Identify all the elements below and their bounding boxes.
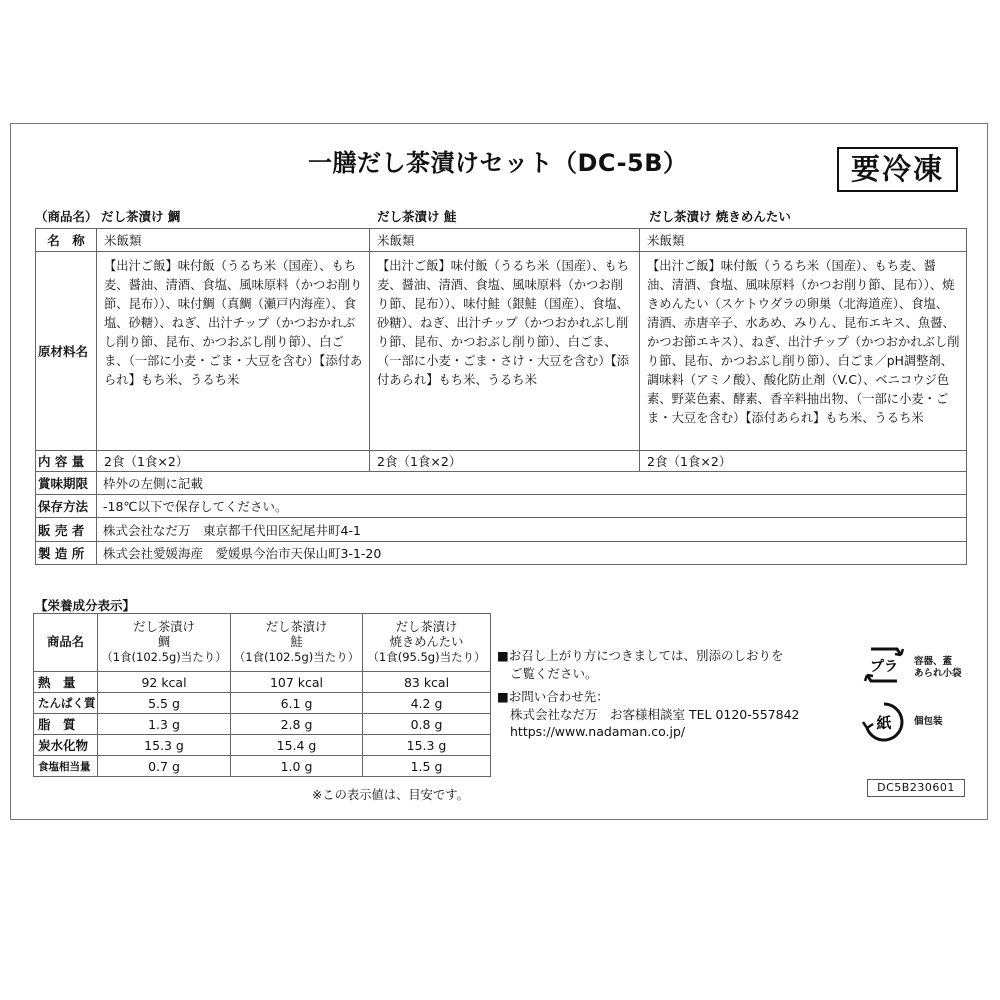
expiry-label: 賞味期限	[38, 476, 89, 491]
nutrition-product-1-line1: だし茶漬け	[133, 620, 195, 634]
nutrition-title: 【栄養成分表示】	[35, 598, 136, 613]
nutrition-row-fat	[34, 714, 491, 735]
nutrition-label-fat: 脂 質	[34, 714, 98, 735]
nutrition-value: 83 kcal	[363, 672, 491, 693]
nutrition-col-header: 商品名	[34, 614, 98, 672]
nutrition-row-protein	[34, 693, 491, 714]
paper-mark-text: 紙	[876, 714, 892, 732]
nutrition-product-2-line3: （1食(102.5g)当たり）	[233, 650, 360, 664]
maker-row	[35, 541, 967, 565]
nutrition-value: 1.5 g	[363, 756, 491, 777]
nutrition-value: 0.7 g	[98, 756, 231, 777]
nutrition-product-2	[231, 614, 363, 672]
nutrition-product-1-line2: 鯛	[157, 635, 171, 649]
nutrition-value: 15.3 g	[98, 735, 231, 756]
maker-label: 製 造 所	[38, 546, 85, 561]
cooking-note-line2: ご覧ください。	[510, 666, 598, 681]
nutrition-header-row	[34, 614, 491, 672]
seller-label: 販 売 者	[38, 522, 85, 538]
ingredients-value-2: 【出汁ご飯】味付飯（うるち米（国産）、もち麦、醤油、清酒、食塩、風味原料（かつお削り節、昆布））、味付鮭（銀鮭（国産）、食塩、砂糖）、ねぎ、出汁チップ（かつおかれぶし削り節、昆布、かつおぶし削り節）、白ごま、（一部に小麦・ごま・さけ・大豆を含む）【添付あられ】もち米、うるち米	[369, 252, 639, 450]
storage-label: 保存方法	[38, 499, 89, 514]
nutrition-product-3-line2: 焼きめんたい	[389, 635, 464, 649]
paper-recycle-icon	[861, 700, 907, 744]
nutrition-product-2-line1: だし茶漬け	[265, 620, 328, 634]
seller-row	[35, 517, 967, 541]
nutrition-label-carbs: 炭水化物	[34, 735, 98, 756]
nutrition-value: 4.2 g	[363, 693, 491, 714]
expiry-value: 枠外の左側に記載	[96, 472, 966, 494]
nutrition-product-3	[363, 614, 491, 672]
plastic-mark-text: プラ	[870, 659, 898, 675]
header-label: （商品名）	[35, 209, 98, 224]
volume-row	[35, 450, 967, 471]
contact-url[interactable]: https://www.nadaman.co.jp/	[510, 724, 686, 739]
plastic-recycle-icon	[861, 643, 907, 687]
ingredients-value-3: 【出汁ご飯】味付飯（うるち米（国産）、もち麦、醤油、清酒、食塩、風味原料（かつお削り節、昆布））、焼きめんたい（スケトウダラの卵巣（北海道産）、食塩、清酒、赤唐辛子、水あめ、みりん、昆布エキス、魚醤、かつお節エキス）、ねぎ、出汁チップ（かつおかれぶし削り節、昆布、かつおぶし削り節）、白ごま／pH調整剤、調味料（アミノ酸）、酸化防止剤（V.C）、ベニコウジ色素、野菜色素、酵素、香辛料抽出物、（一部に小麦・ごま・大豆を含む）【添付あられ】もち米、うるち米	[639, 252, 966, 450]
nutrition-product-3-line1: だし茶漬け	[395, 620, 458, 634]
nutrition-row-energy	[34, 672, 491, 693]
nutrition-table	[33, 613, 491, 777]
seller-value: 株式会社なだ万 東京都千代田区紀尾井町4-1	[96, 518, 966, 541]
ingredients-label: 原材料名	[38, 344, 89, 359]
name-value-1: 米飯類	[96, 229, 369, 251]
nutrition-value: 92 kcal	[98, 672, 231, 693]
nutrition-label-salt: 食塩相当量	[34, 756, 98, 777]
nutrition-row-carbs	[34, 735, 491, 756]
volume-label: 内 容 量	[38, 454, 85, 469]
storage-value: -18℃以下で保存してください。	[96, 495, 966, 517]
header-product-2: だし茶漬け 鮭	[377, 209, 457, 224]
nutrition-note: ※この表示値は、目安です。	[312, 788, 469, 802]
nutrition-value: 107 kcal	[231, 672, 363, 693]
cooking-note-line1: ■お召し上がり方につきましては、別添のしおりを	[497, 648, 784, 663]
paper-items-label: 個包装	[914, 716, 943, 727]
name-label: 名 称	[47, 233, 85, 248]
name-row	[35, 228, 967, 251]
nutrition-value: 15.3 g	[363, 735, 491, 756]
plastic-items-line1: 容器、蓋	[914, 656, 953, 667]
header-product-3: だし茶漬け 焼きめんたい	[649, 209, 791, 224]
nutrition-product-2-line2: 鮭	[290, 635, 303, 649]
nutrition-label-energy: 熱 量	[34, 672, 98, 693]
volume-value-2: 2食（1食×2）	[369, 451, 639, 471]
name-value-2: 米飯類	[369, 229, 639, 251]
ingredients-row	[35, 251, 967, 450]
nutrition-value: 0.8 g	[363, 714, 491, 735]
product-set-title: 一膳だし茶漬けセット（DC-5B）	[308, 149, 688, 177]
nutrition-value: 15.4 g	[231, 735, 363, 756]
storage-row	[35, 494, 967, 517]
maker-value: 株式会社愛媛海産 愛媛県今治市天保山町3-1-20	[96, 542, 966, 564]
nutrition-product-3-line3: （1食(95.5g)当たり）	[367, 650, 486, 664]
nutrition-product-1-line3: （1食(102.5g)当たり）	[101, 650, 227, 664]
nutrition-value: 1.0 g	[231, 756, 363, 777]
header-product-1: だし茶漬け 鯛	[101, 209, 181, 224]
nutrition-value: 1.3 g	[98, 714, 231, 735]
frozen-badge: 要冷凍	[837, 147, 958, 192]
nutrition-label-protein: たんぱく質	[34, 693, 98, 714]
contact-company: 株式会社なだ万 お客様相談室 TEL 0120-557842	[510, 707, 800, 722]
volume-value-3: 2食（1食×2）	[639, 451, 966, 471]
nutrition-value: 5.5 g	[98, 693, 231, 714]
name-value-3: 米飯類	[639, 229, 966, 251]
nutrition-value: 6.1 g	[231, 693, 363, 714]
product-code: DC5B230601	[867, 779, 965, 797]
expiry-row	[35, 471, 967, 494]
ingredients-value-1: 【出汁ご飯】味付飯（うるち米（国産）、もち麦、醤油、清酒、食塩、風味原料（かつお削り節、昆布））、味付鯛（真鯛（瀬戸内海産）、食塩、砂糖）、ねぎ、出汁チップ（かつおかれぶし削り節、昆布、かつおぶし削り節）、白ごま、（一部に小麦・ごま・大豆を含む）【添付あられ】もち米、うるち米	[96, 252, 369, 450]
nutrition-value: 2.8 g	[231, 714, 363, 735]
nutrition-row-salt	[34, 756, 491, 777]
product-header-row	[35, 204, 967, 228]
volume-value-1: 2食（1食×2）	[96, 451, 369, 471]
plastic-items-line2: あられ小袋	[914, 668, 962, 679]
contact-heading: ■お問い合わせ先：	[497, 689, 609, 704]
nutrition-product-1	[98, 614, 231, 672]
